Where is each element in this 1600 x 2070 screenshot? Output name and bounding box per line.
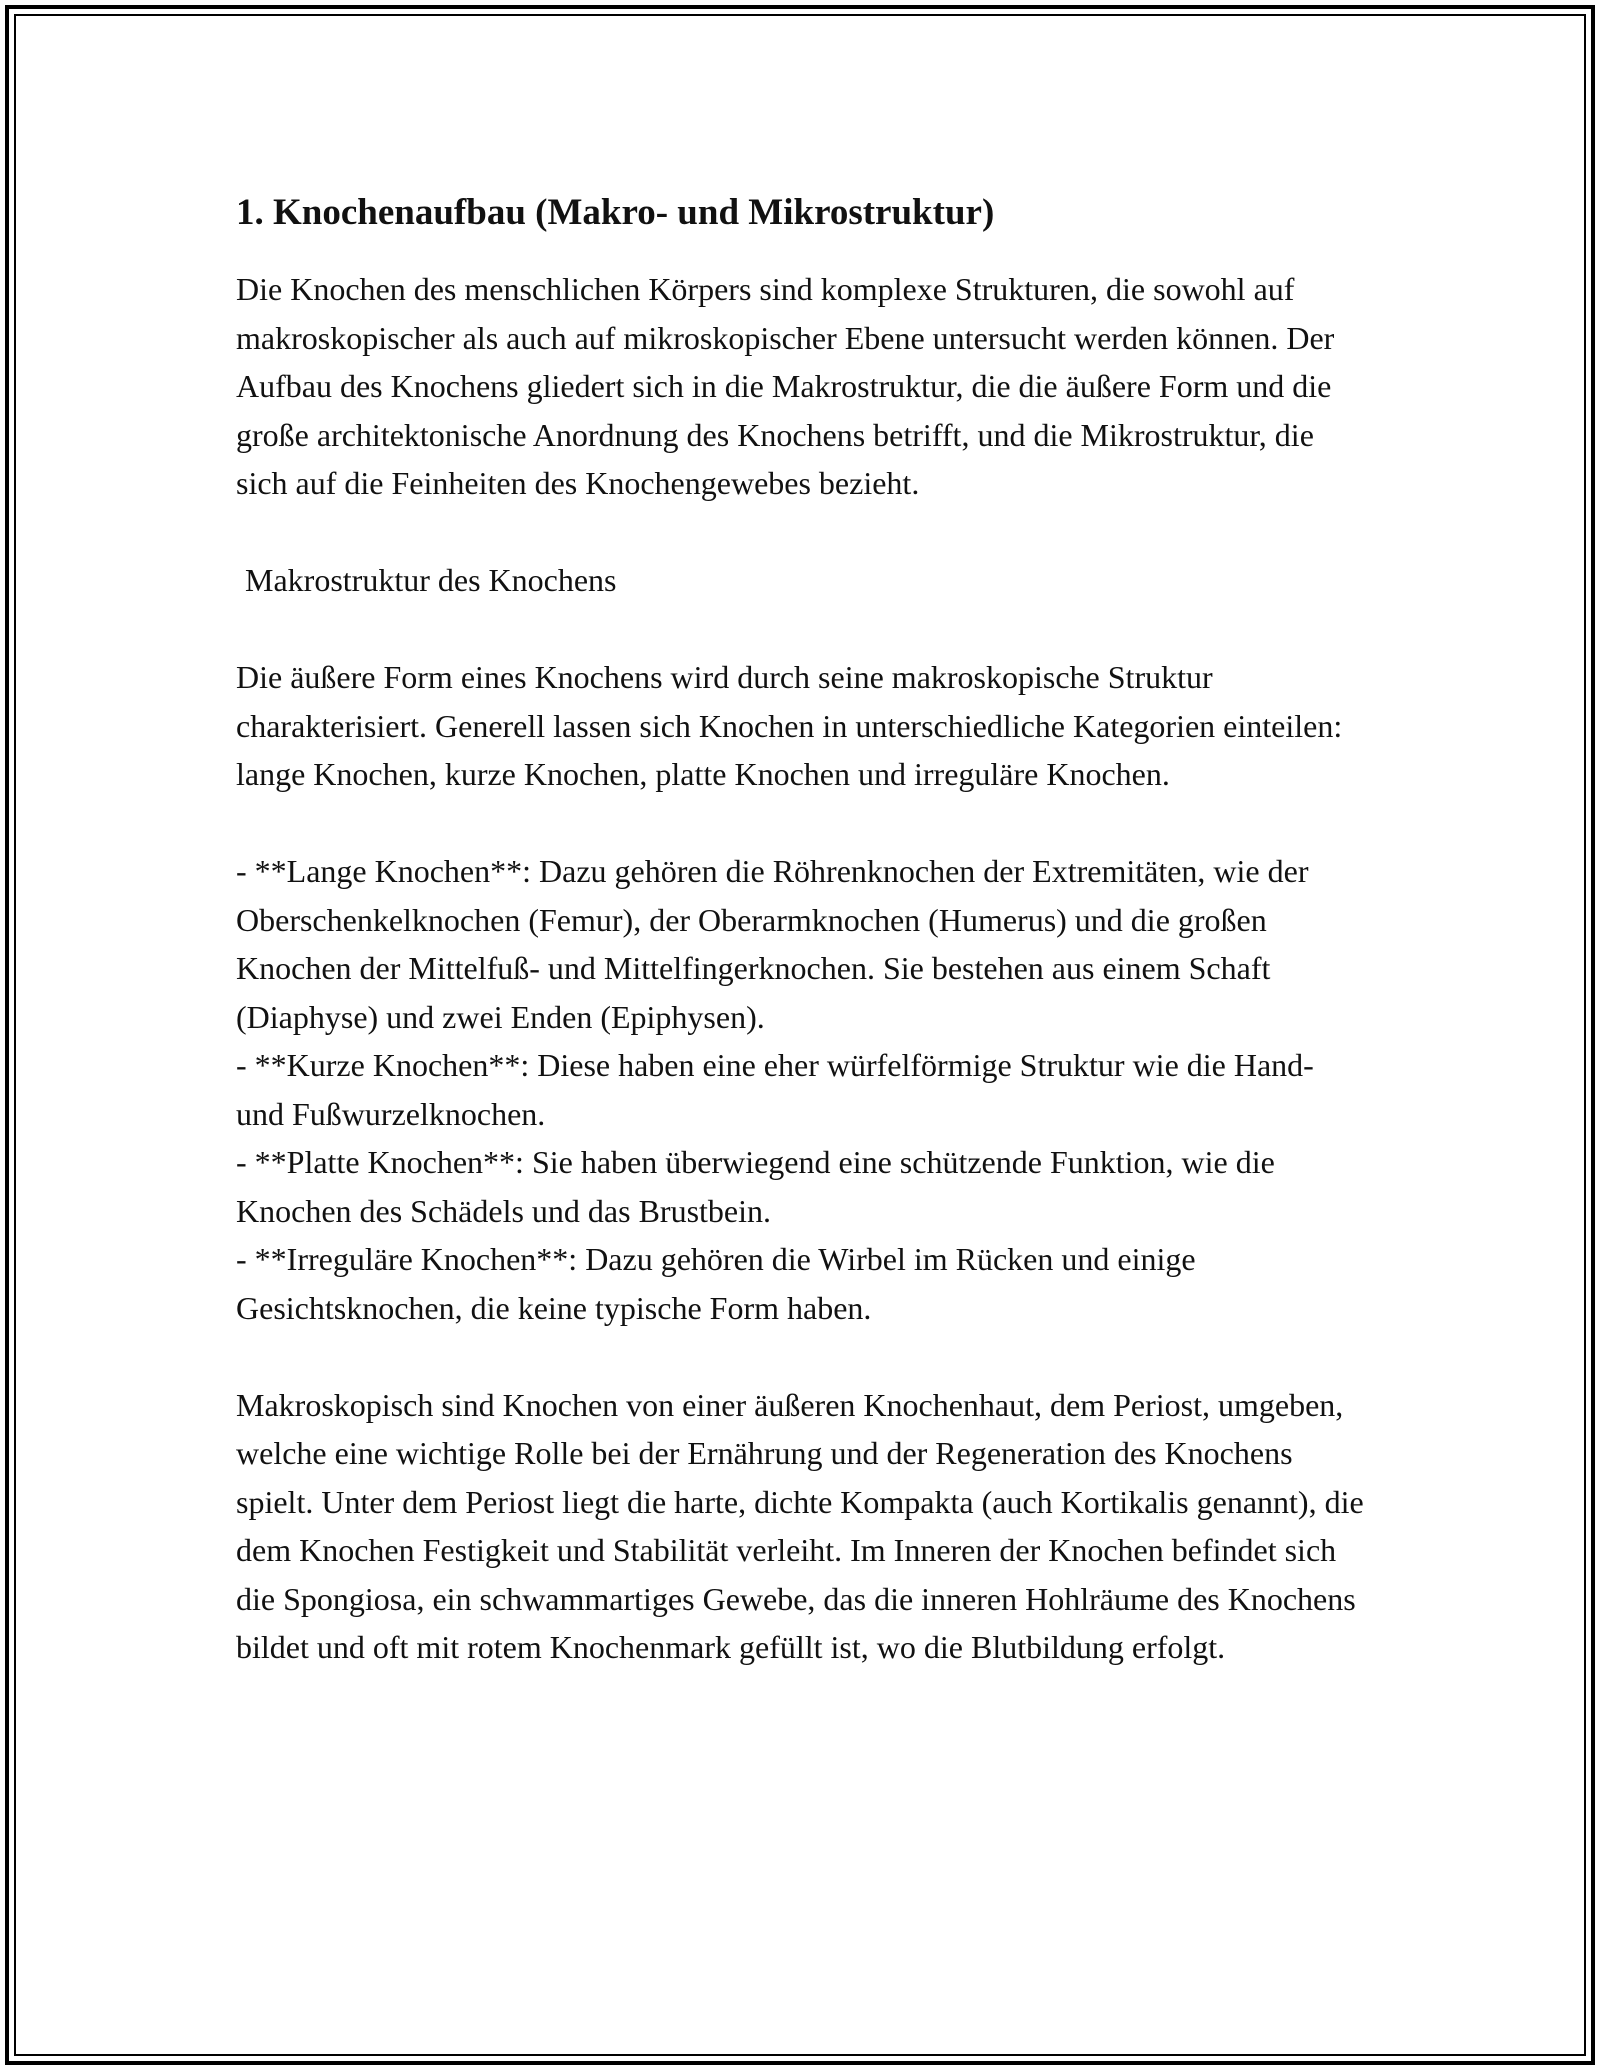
list-item: - **Lange Knochen**: Dazu gehören die Röhrenknochen der Extremitäten, wie der Oberschenkelknochen (Femur), der Oberarmknochen (Humerus) und die großen Knochen der Mittelfuß- und Mittelfingerknochen. Sie bestehen aus einem Schaft (Diaphyse) und zwei Enden (Epiphysen). [236,853,1309,1035]
periost-paragraph: Makroskopisch sind Knochen von einer äußeren Knochenhaut, dem Periost, umgeben, welche eine wichtige Rolle bei der Ernährung und der Regeneration des Knochens spielt. Unter dem Periost liegt die harte, dichte Kompakta (auch Kortikalis genannt), die dem Knochen Festigkeit und Stabilität verleiht. Im Inneren der Knochen befindet sich die Spongiosa, ein schwammartiges Gewebe, das die inneren Hohlräume des Knochens bildet und oft mit rotem Knochenmark gefüllt ist, wo die Blutbildung erfolgt. [236,1386,1364,1665]
subsection-heading: Makrostruktur des Knochens [245,562,617,598]
bone-category-list [236,847,1366,1332]
intro-paragraph: Die Knochen des menschlichen Körpers sind komplexe Strukturen, die sowohl auf makroskopischer als auch auf mikroskopischer Ebene untersucht werden können. Der Aufbau des Knochens gliedert sich in die Makrostruktur, die die äußere Form und die große architektonische Anordnung des Knochens betrifft, und die Mikrostruktur, die sich auf die Feinheiten des Knochengewebes bezieht. [236,271,1335,501]
list-item: - **Irreguläre Knochen**: Dazu gehören die Wirbel im Rücken und einige Gesichtsknochen, die keine typische Form haben. [236,1241,1196,1326]
list-item: - **Kurze Knochen**: Diese haben eine eher würfelförmige Struktur wie die Hand- und Fußwurzelknochen. [236,1047,1314,1132]
list-item: - **Platte Knochen**: Sie haben überwiegend eine schützende Funktion, wie die Knochen des Schädels und das Brustbein. [236,1144,1275,1229]
bone-form-paragraph: Die äußere Form eines Knochens wird durch seine makroskopische Struktur charakterisiert. Generell lassen sich Knochen in unterschiedliche Kategorien einteilen: lange Knochen, kurze Knochen, platte Knochen und irreguläre Knochen. [236,659,1343,792]
document-body [236,185,1366,1720]
section-heading: 1. Knochenaufbau (Makro- und Mikrostruktur) [236,192,995,233]
